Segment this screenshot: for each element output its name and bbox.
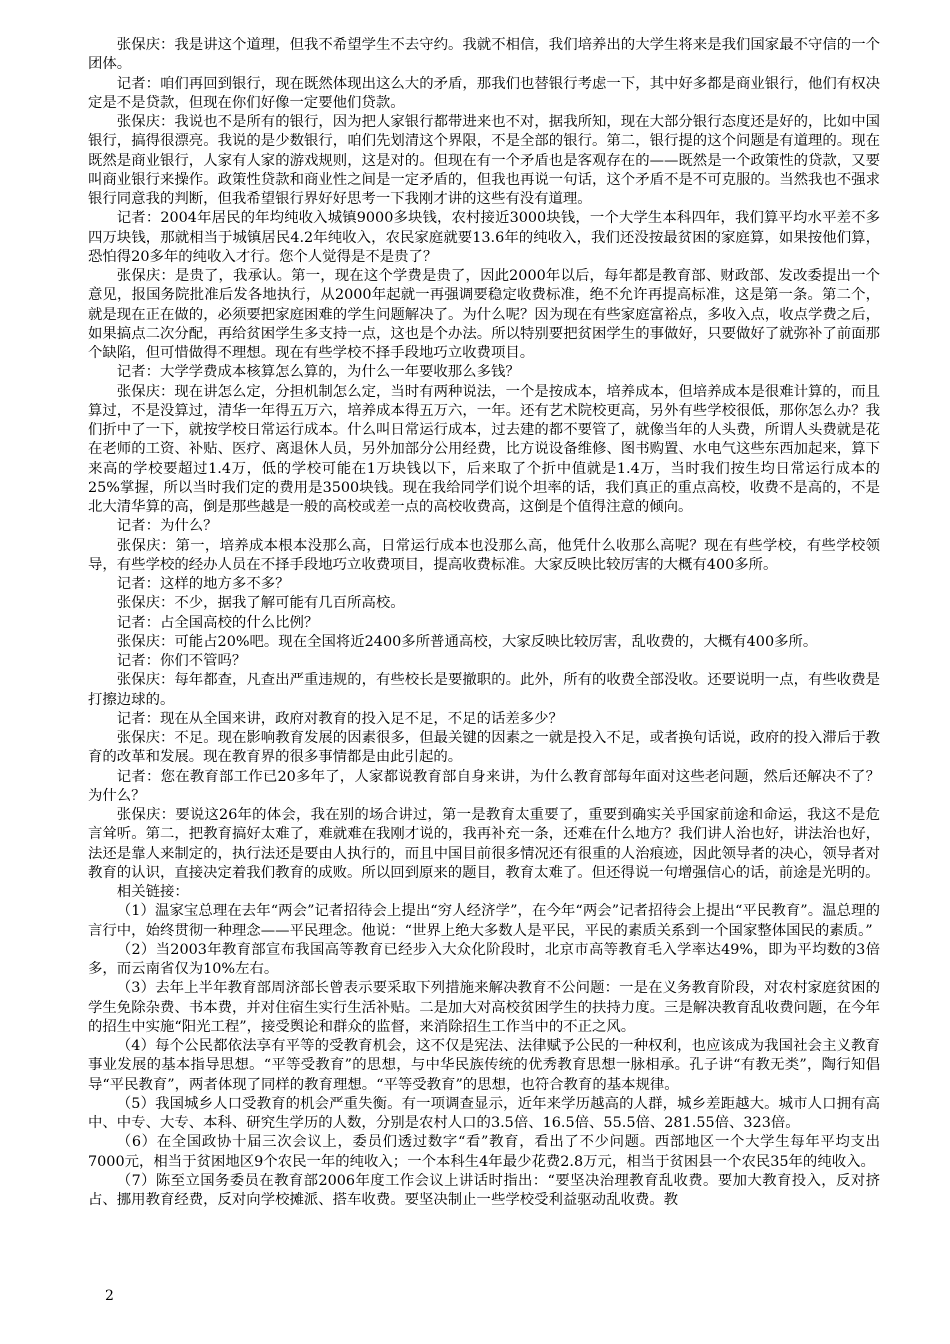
paragraph: 张保庆：现在讲怎么定，分担机制怎么定，当时有两种说法，一个是按成本，培养成本，但培养成本是很难计算的，而且算过，不是没算过，清华一年得五万六，培养成本得五万六，一年。还有艺术院校更高，另外有些学校很低，那你怎么办？我们折中了一下，就按学校日常运行成本。什么叫日常运行成本，过去建的都不要管了，就像当年的人头费，所谓人头费就是花在老师的工资、补贴、医疗、离退休人员，另外加部分公用经费，比方说设备维修、图书购置、水电气这些东西加起来，算下来高的学校要超过1.4万，低的学校可能在1万块钱以下，后来取了个折中值就是1.4万，当时我们按生均日常运行成本的25%掌握，所以当时我们定的费用是3500块钱。现在我给同学们说个坦率的话，我们真正的重点高校，收费不是高的，不是北大清华算的高，倒是那些越是一般的高校或差一点的高校收费高，这倒是个值得注意的倾向。 xyxy=(88,383,880,515)
paragraph: 记者：咱们再回到银行，现在既然体现出这么大的矛盾，那我们也替银行考虑一下，其中好多都是商业银行，他们有权决定是不是贷款，但现在你们好像一定要他们贷款。 xyxy=(88,75,880,111)
related-link-item: （4）每个公民都依法享有平等的受教育机会，这不仅是宪法、法律赋予公民的一种权利，也应该成为我国社会主义教育事业发展的基本指导思想。“平等受教育”的思想，与中华民族传统的优秀教育思想一脉相承。孔子讲“有教无类”，陶行知倡导“平民教育”，两者体现了同样的教育理想。“平等受教育”的思想，也符合教育的基本规律。 xyxy=(88,1038,880,1093)
paragraph: 记者：这样的地方多不多？ xyxy=(116,576,290,592)
paragraph: 记者：2004年居民的年均纯收入城镇9000多块钱，农村接近3000块钱，一个大学生本科四年，我们算平均水平差不多四万块钱，那就相当于城镇居民4.2年纯收入，农民家庭就要13.6年的纯收入，我们还没按最贫困的家庭算，如果按他们算，恐怕得20多年的纯收入才行。您个人觉得是不是贵了？ xyxy=(88,210,880,265)
related-link-item: （2）当2003年教育部宣布我国高等教育已经步入大众化阶段时，北京市高等教育毛入学率达49%，即为平均数的3倍多，而云南省仅为10%左右。 xyxy=(88,941,880,977)
related-link-item: （6）在全国政协十届三次会议上，委员们透过数字“看”教育，看出了不少问题。西部地区一个大学生每年平均支出7000元，相当于贫困地区9个农民一年的纯收入；一个本科生4年最少花费2.8万元，相当于贫困县一个农民35年的纯收入。 xyxy=(88,1134,880,1170)
paragraph: 张保庆：每年都查，凡查出严重违规的，有些校长是要撤职的。此外，所有的收费全部没收。还要说明一点，有些收费是打擦边球的。 xyxy=(88,672,880,708)
paragraph: 记者：大学学费成本核算怎么算的，为什么一年要收那么多钱？ xyxy=(116,364,520,381)
paragraph: 张保庆：我说也不是所有的银行，因为把人家银行都带进来也不对，据我所知，现在大部分银行态度还是好的，比如中国银行，搞得很漂亮。我说的是少数银行，咱们先划清这个界限，不是全部的银行。第二，银行提的这个问题是有道理的。现在既然是商业银行，人家有人家的游戏规则，这是对的。但现在有一个矛盾也是客观存在的——既然是一个政策性的贷款，又要叫商业银行来操作。政策性贷款和商业性之间是一定矛盾的，但我也再说一句话，这个矛盾不是不可克服的。当然我也不强求银行同意我的判断，但我希望银行界好好思考一下我刚才讲的这些有没有道理。 xyxy=(88,114,880,207)
related-link-item: （1）温家宝总理在去年“两会”记者招待会上提出“穷人经济学”，在今年“两会”记者招待会上提出“平民教育”。温总理的言行中，始终贯彻一种理念——平民理念。他说：“世界上绝大多数人是平民，平民的素质关系到一个国家整体国民的素质。” xyxy=(88,903,880,939)
paragraph: 张保庆：是贵了，我承认。第一，现在这个学费是贵了，因此2000年以后，每年都是教育部、财政部、发改委提出一个意见，报国务院批准后发各地执行，从2000年起就一再强调要稳定收费标准，绝不允许再提高标准，这是第一条。第二个，就是现在正在做的，必须要把家庭困难的学生问题解决了。为什么呢？因为现在有些家庭富裕点，多收入点，收点学费之后，如果搞点二次分配，再给贫困学生多支持一点，这也是个办法。所以特别要把贫困学生的事做好，只要做好了就弥补了前面那个缺陷，但可惜做得不理想。现在有些学校不择手段地巧立收费项目。 xyxy=(88,268,880,361)
related-links-heading: 相关链接： xyxy=(116,884,189,900)
paragraph: 记者：为什么？ xyxy=(116,518,218,535)
paragraph: 记者：你们不管吗？ xyxy=(116,653,247,669)
paragraph: 张保庆：我是讲这个道理，但我不希望学生不去守约。我就不相信，我们培养出的大学生将来是我们国家最不守信的一个团体。 xyxy=(88,37,880,73)
page-number: 2 xyxy=(105,1288,114,1304)
related-link-item: （5）我国城乡人口受教育的机会严重失衡。有一项调查显示，近年来学历越高的人群，城乡差距越大。城市人口拥有高中、中专、大专、本科、研究生学历的人数，分别是农村人口的3.5倍、16.5倍、55.5倍、281.55倍、323倍。 xyxy=(88,1095,880,1131)
paragraph: 记者：现在从全国来讲，政府对教育的投入足不足，不足的话差多少？ xyxy=(116,710,563,727)
paragraph: 张保庆：不少，据我了解可能有几百所高校。 xyxy=(116,595,405,612)
document-body xyxy=(88,36,880,1210)
paragraph: 记者：占全国高校的什么比例？ xyxy=(116,614,319,631)
related-link-item: （3）去年上半年教育部周济部长曾表示要采取下列措施来解决教育不公问题：一是在义务教育阶段，对农村家庭贫困的学生免除杂费、书本费，并对住宿生实行生活补贴。二是加大对高校贫困学生的扶持力度。三是解决教育乱收费问题，在今年的招生中实施“阳光工程”，接受舆论和群众的监督，来消除招生工作当中的不正之风。 xyxy=(88,980,880,1035)
paragraph: 记者：您在教育部工作已20多年了，人家都说教育部自身来讲，为什么教育部每年面对这些老问题，然后还解决不了？为什么？ xyxy=(88,768,880,804)
paragraph: 张保庆：可能占20%吧。现在全国将近2400多所普通高校，大家反映比较厉害，乱收费的，大概有400多所。 xyxy=(116,633,818,650)
paragraph: 张保庆：第一，培养成本根本没那么高，日常运行成本也没那么高，他凭什么收那么高呢？现在有些学校，有些学校领导，有些学校的经办人员在不择手段地巧立收费项目，提高收费标准。大家反映比较厉害的大概有400多所。 xyxy=(88,537,880,573)
paragraph: 张保庆：要说这26年的体会，我在别的场合讲过，第一是教育太重要了，重要到确实关乎国家前途和命运，我这不是危言耸听。第二，把教育搞好太难了，难就难在我刚才说的，我再补充一条，还难在什么地方？我们讲人治也好，讲法治也好，法还是靠人来制定的，执行法还是要由人执行的，而且中国目前很多情况还有很重的人治痕迹，因此领导者的决心，领导者对教育的认识，直接决定着我们教育的成败。所以回到原来的题目，教育太难了。但还得说一句增强信心的话，前途是光明的。 xyxy=(88,807,880,881)
related-link-item: （7）陈至立国务委员在教育部2006年度工作会议上讲话时指出：“要坚决治理教育乱收费。要加大教育投入，反对挤占、挪用教育经费，反对向学校摊派、搭车收费。要坚决制止一些学校受利益驱动乱收费。教 xyxy=(88,1172,880,1208)
paragraph: 张保庆：不足。现在影响教育发展的因素很多，但最关键的因素之一就是投入不足，或者换句话说，政府的投入滞后于教育的改革和发展。现在教育界的很多事情都是由此引起的。 xyxy=(88,730,880,766)
